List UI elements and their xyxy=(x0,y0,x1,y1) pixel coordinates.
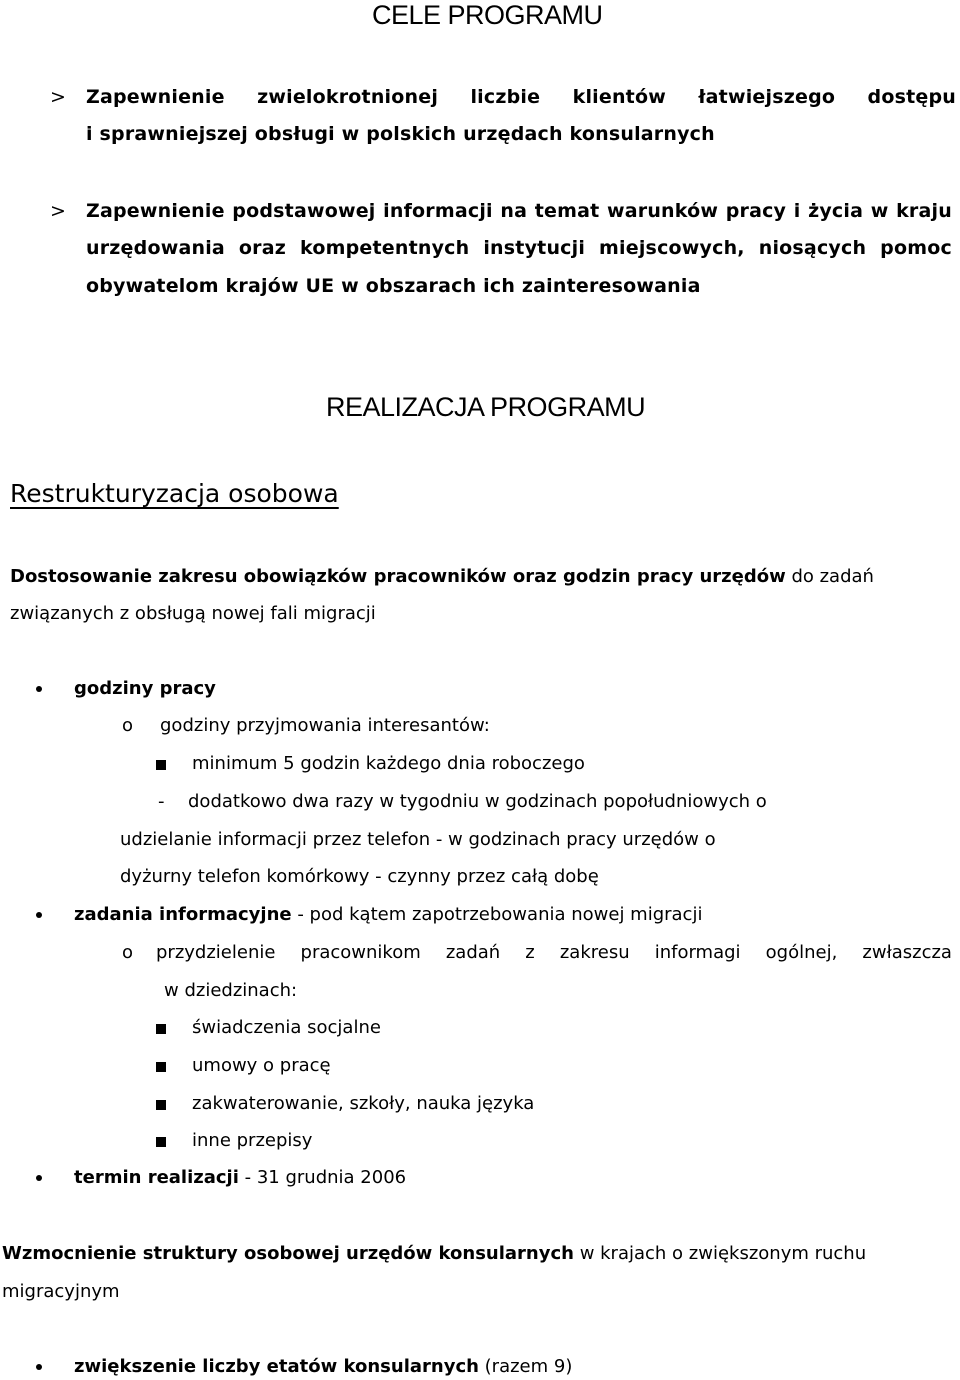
sub-item-godziny-przyjmowania: godziny przyjmowania interesantów: xyxy=(160,715,490,736)
word: niosących xyxy=(758,237,867,259)
line-dyzurny: dyżurny telefon komórkowy - czynny przez całą dobę xyxy=(120,866,599,887)
word: łatwiejszego xyxy=(698,86,836,108)
word: dostępu xyxy=(867,86,956,108)
subheading: Restrukturyzacja osobowa xyxy=(10,479,339,508)
goal-1-line-2: i sprawniejszej obsługi w polskich urzędach konsularnych xyxy=(86,123,715,145)
word: na xyxy=(500,200,528,222)
word: pracy xyxy=(725,200,787,222)
word: kompetentnych xyxy=(300,237,470,259)
word: zakresu xyxy=(559,942,630,963)
square-item: świadczenia socjalne xyxy=(192,1017,381,1038)
square-bullet-icon xyxy=(156,1137,166,1147)
intro-rest: do zadań xyxy=(785,566,874,587)
word: w xyxy=(870,200,889,222)
word: informacji xyxy=(383,200,493,222)
word: instytucji xyxy=(483,237,586,259)
heading-line-2: migracyjnym xyxy=(2,1281,120,1302)
word: pomoc xyxy=(880,237,952,259)
square-bullet-icon xyxy=(156,1024,166,1034)
intro-line-1 xyxy=(10,566,874,587)
line-udzielanie: udzielanie informacji przez telefon - w godzinach pracy urzędów o xyxy=(120,829,716,850)
item-termin-rest: - 31 grudnia 2006 xyxy=(238,1167,407,1188)
heading-wzmocnienie xyxy=(2,1243,866,1264)
word: zwłaszcza xyxy=(862,942,952,963)
dash-item: dodatkowo dwa razy w tygodniu w godzinach popołudniowych o xyxy=(188,791,767,812)
square-item: umowy o pracę xyxy=(192,1055,331,1076)
goal-2-line-1 xyxy=(86,200,952,222)
word: klientów xyxy=(572,86,666,108)
bullet-icon xyxy=(36,912,42,918)
word: podstawowej xyxy=(232,200,376,222)
word: zadań xyxy=(445,942,501,963)
goal-2-line-3: obywatelom krajów UE w obszarach ich zainteresowania xyxy=(86,275,701,297)
word: i xyxy=(793,200,801,222)
goal-1-line-1 xyxy=(86,86,956,108)
item-zwiekszenie xyxy=(74,1356,572,1377)
dash-marker: - xyxy=(158,791,165,812)
sub-marker: o xyxy=(122,715,134,736)
item-termin xyxy=(74,1167,406,1188)
word: temat xyxy=(534,200,600,222)
word: przydzielenie xyxy=(156,942,276,963)
word: liczbie xyxy=(470,86,541,108)
word: ogólnej, xyxy=(765,942,838,963)
goal-marker: > xyxy=(50,200,66,222)
square-bullet-icon xyxy=(156,760,166,770)
intro-bold: Dostosowanie zakresu obowiązków pracowników oraz godzin pracy urzędów xyxy=(10,566,786,587)
word: pracownikom xyxy=(300,942,421,963)
word: warunków xyxy=(606,200,719,222)
square-bullet-icon xyxy=(156,1062,166,1072)
word: oraz xyxy=(238,237,287,259)
word: miejscowych, xyxy=(599,237,745,259)
goal-2-line-2 xyxy=(86,237,952,259)
square-item-minimum: minimum 5 godzin każdego dnia roboczego xyxy=(192,753,585,774)
square-item: zakwaterowanie, szkoły, nauka języka xyxy=(192,1093,535,1114)
intro-line-2: związanych z obsługą nowej fali migracji xyxy=(10,603,376,624)
heading-bold: Wzmocnienie struktury osobowej urzędów konsularnych xyxy=(2,1243,574,1264)
item-zadania xyxy=(74,904,702,925)
item-termin-bold: termin realizacji xyxy=(74,1167,239,1188)
square-bullet-icon xyxy=(156,1100,166,1110)
word: urzędowania xyxy=(86,237,225,259)
item-godziny: godziny pracy xyxy=(74,678,216,699)
bullet-icon xyxy=(36,686,42,692)
bullet-icon xyxy=(36,1175,42,1181)
goal-marker: > xyxy=(50,86,66,108)
heading-rest: w krajach o zwiększonym ruchu xyxy=(573,1243,867,1264)
page-title: CELE PROGRAMU xyxy=(372,0,603,30)
word: kraju xyxy=(896,200,952,222)
word: Zapewnienie xyxy=(86,200,225,222)
sub-item-przydzielenie xyxy=(156,942,952,963)
word: Zapewnienie xyxy=(86,86,225,108)
item-zwiekszenie-rest: (razem 9) xyxy=(478,1356,573,1377)
bullet-icon xyxy=(36,1364,42,1370)
word: zwielokrotnionej xyxy=(257,86,439,108)
square-item: inne przepisy xyxy=(192,1130,313,1151)
item-zwiekszenie-bold: zwiększenie liczby etatów konsularnych xyxy=(74,1356,479,1377)
word: z xyxy=(525,942,535,963)
sub-marker: o xyxy=(122,942,134,963)
sub-item-line-2: w dziedzinach: xyxy=(164,980,298,1001)
word: informagi xyxy=(654,942,741,963)
word: życia xyxy=(808,200,864,222)
item-zadania-bold: zadania informacyjne xyxy=(74,904,292,925)
section-title: REALIZACJA PROGRAMU xyxy=(326,392,646,422)
item-zadania-rest: - pod kątem zapotrzebowania nowej migracji xyxy=(291,904,703,925)
